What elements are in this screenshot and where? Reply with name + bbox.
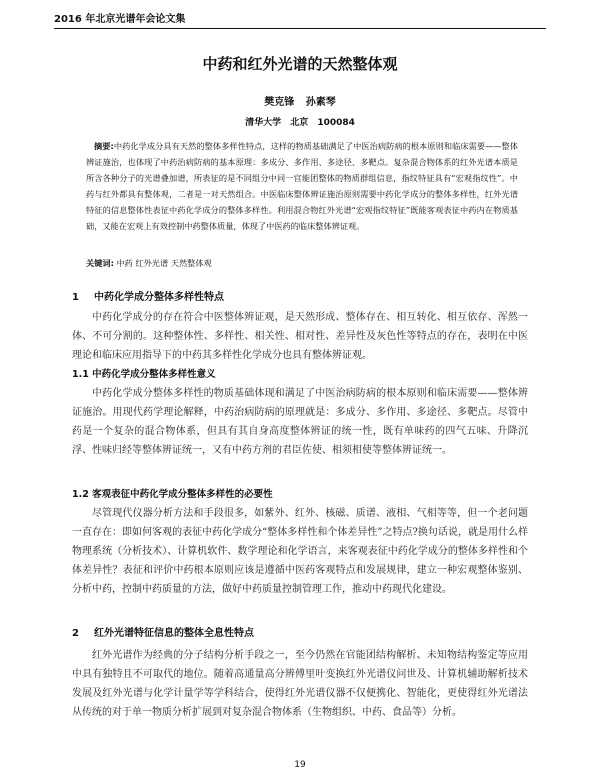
abstract xyxy=(86,138,518,234)
section-1-1-heading xyxy=(72,366,216,380)
section-1-1-paragraph: 中药化学成分整体多样性的物质基础体现和满足了中医治病防病的根本原则和临床需要——整体辨证施治。用现代药学理论解释，中药治病防病的原理就是：多成分、多作用、多途径、多靶点。尽管中药是一个复杂的混合物体系，但具有其自身高度整体辨证的统一性，既有单味药的四气五味、升降沉浮、性味归经等整体辨证统一，又有中药方剂的君臣佐使、相须相使等整体辨证统一。 xyxy=(72,388,528,456)
section-1-heading xyxy=(72,288,224,303)
section-1-1-number: 1.1 xyxy=(72,369,89,380)
section-1-paragraph: 中药化学成分的存在符合中医整体辨证观，是天然形成、整体存在、相互转化、相互依存、浑然一体、不可分割的。这种整体性、多样性、相关性、相对性、差异性及灰色性等特点的存在，表明在中医理论和临床应用指导下的中药其多样性化学成分也具有整体辨证观。 xyxy=(72,312,528,361)
keywords xyxy=(86,257,518,269)
page-number: 19 xyxy=(294,760,306,770)
section-1-number: 1 xyxy=(72,292,79,303)
keywords-text: 中药 红外光谱 天然整体观 xyxy=(116,258,212,268)
section-1-2-title: 客观表征中药化学成分整体多样性的必要性 xyxy=(92,489,273,500)
paper-affiliation: 清华大学 北京 100084 xyxy=(245,118,355,128)
section-1-1-title: 中药化学成分整体多样性意义 xyxy=(92,369,216,380)
section-2-number: 2 xyxy=(72,628,79,639)
section-2-heading xyxy=(72,624,254,639)
abstract-label: 摘要: xyxy=(94,141,114,151)
section-1-title: 中药化学成分整体多样性特点 xyxy=(94,292,224,303)
section-1-2-number: 1.2 xyxy=(72,489,89,500)
section-1-2-paragraph: 尽管现代仪器分析方法和手段很多，如紫外、红外、核磁、质谱、液相、气相等等，但一个老问题一直存在：即如何客观的表征中药化学成分“整体多样性和个体差异性”之特点?换句话说，就是用什么样物理系统（分析技术）、计算机软件、数学理论和化学语言，来客观表征中药化学成分的整体多样性和个体差异性？表征和评价中药根本原则应该是遵循中医药客观特点和发展规律，建立一种宏观整体鉴别、分析中药，控制中药质量的方法，做好中药质量控制管理工作，推动中药现代化建设。 xyxy=(72,508,528,595)
abstract-text: 中药化学成分具有天然的整体多样性特点，这样的物质基础满足了中医治病防病的根本原则和临床需要——整体辨证施治，也体现了中药治病防病的基本原理：多成分、多作用、多途径、多靶点。复杂混合物体系的红外光谱本质是所含各种分子的光谱叠加谱，所表征的是不同组分中同一官能团整体的物质群组信息，指纹特征具有“宏观指纹性”。中药与红外都具有整体观，二者是一对天然组合。中医临床整体辨证施治原则需要中药化学成分的整体多样性，红外光谱特征的信息整体性表征中药化学成分的整体多样性。利用混合物红外光谱“宏观指纹特征”既能客观表征中药内在物质基础，又能在宏观上有效控制中药整体质量，体现了中医药的临床整体辨证观。 xyxy=(86,141,518,231)
paper-title: 中药和红外光谱的天然整体观 xyxy=(202,55,398,73)
section-2-paragraph: 红外光谱作为经典的分子结构分析手段之一，至今仍然在官能团结构解析、未知物结构鉴定等应用中具有独特且不可取代的地位。随着高通量高分辨傅里叶变换红外光谱仪问世及、计算机辅助解析技术发展及红外光谱与化学计量学等学科结合，使得红外光谱仪器不仅便携化、智能化，更使得红外光谱法从传统的对于单一物质分析扩展到对复杂混合物体系（生物组织、中药、食品等）分析。 xyxy=(72,650,528,718)
paper-authors: 樊克锋 孙素琴 xyxy=(264,97,336,108)
running-header: 2016 年北京光谱年会论文集 xyxy=(54,10,546,29)
keywords-label: 关键词: xyxy=(86,258,114,268)
section-2-title: 红外光谱特征信息的整体全息性特点 xyxy=(94,628,254,639)
section-1-2-heading xyxy=(72,486,273,500)
